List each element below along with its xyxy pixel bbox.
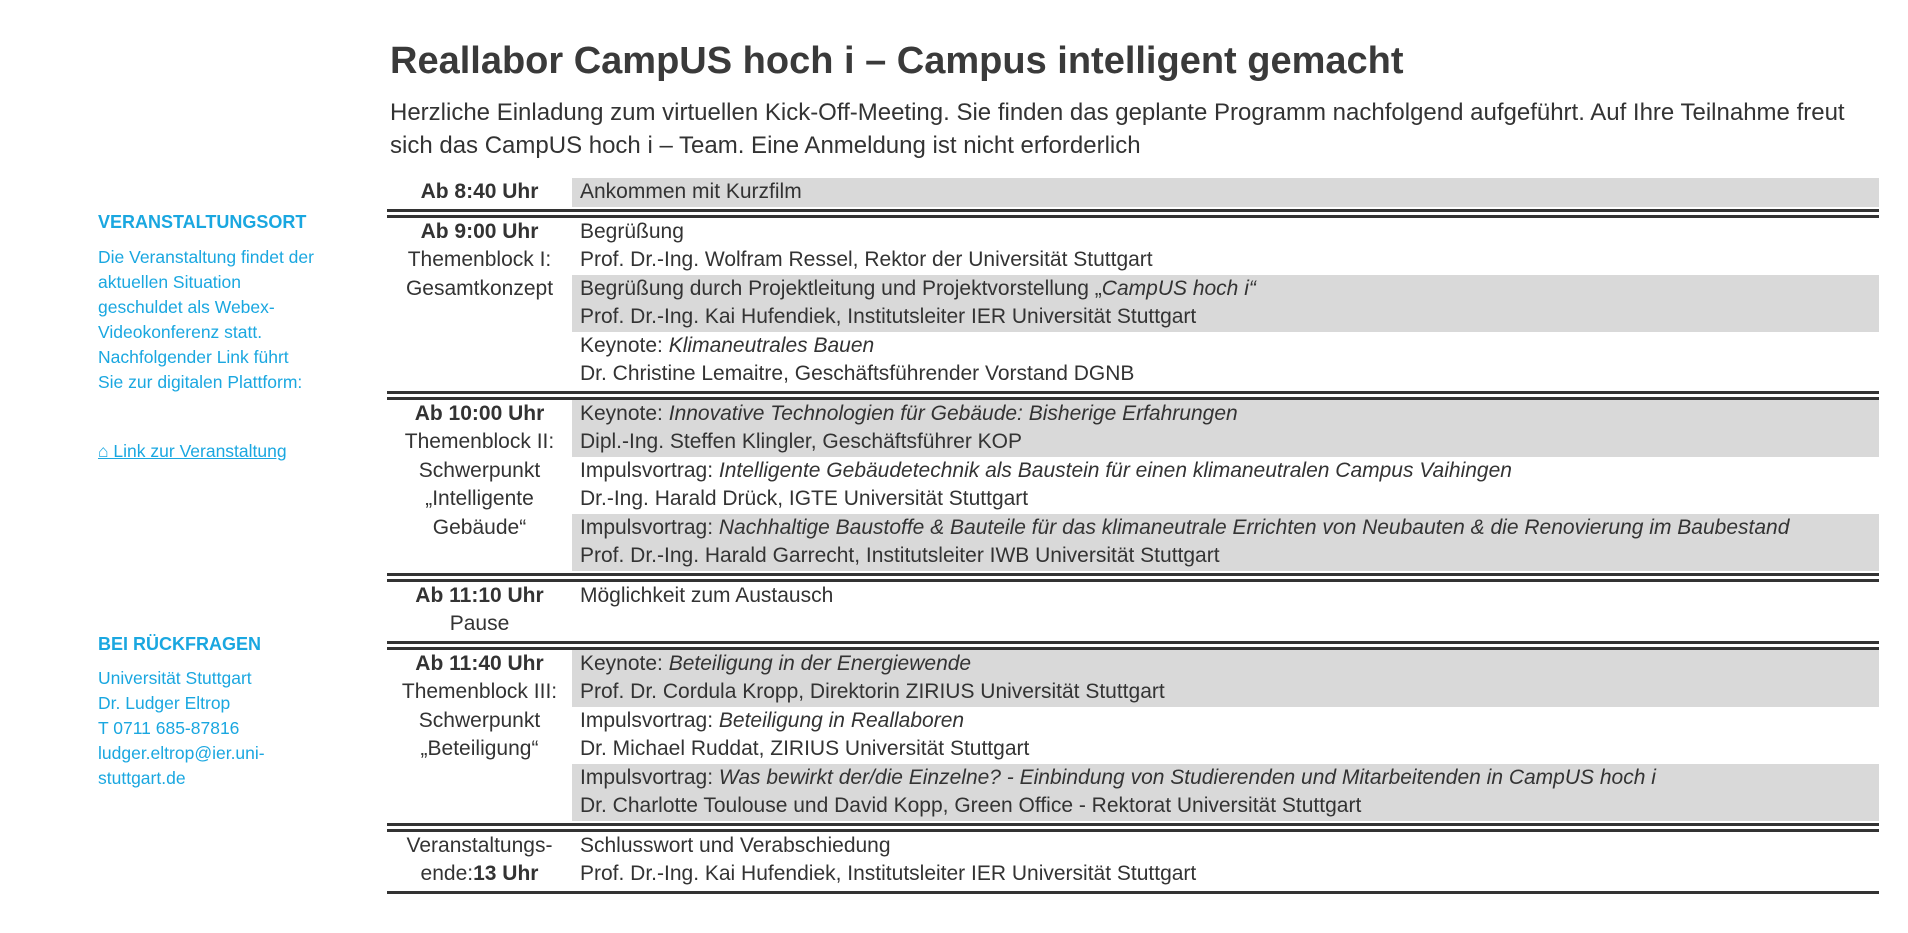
agenda-speaker: Dr.-Ing. Harald Drück, IGTE Universität Stuttgart — [580, 487, 1029, 510]
topic-title: Beteiligung in Reallaboren — [718, 708, 965, 732]
agenda-topic — [580, 764, 1879, 793]
time-subtitle: Gesamtkonzept — [405, 276, 554, 300]
schedule-section — [387, 218, 1879, 389]
topic-prefix: Impulsvortrag: — [580, 765, 719, 789]
contact-heading: BEI RÜCKFRAGEN — [98, 634, 262, 654]
agenda-item — [572, 707, 1879, 764]
agenda-topic — [580, 707, 1879, 736]
time-cell — [387, 650, 572, 821]
schedule-section — [387, 178, 1879, 207]
agenda-speaker: Dr. Christine Lemaitre, Geschäftsführender Vorstand DGNB — [580, 362, 1135, 385]
topic-prefix: Begrüßung — [580, 219, 684, 243]
section-separator — [387, 639, 1879, 650]
agenda-topic — [580, 582, 1879, 611]
schedule-section — [387, 582, 1879, 639]
contact-line: Dr. Ludger Eltrop — [98, 693, 231, 713]
time-subtitle: Themenblock I: — [407, 248, 552, 271]
time-label — [387, 860, 572, 889]
content-cell — [572, 650, 1879, 821]
section-separator — [387, 389, 1879, 400]
time-subtitle: Gebäude“ — [432, 515, 527, 539]
event-link[interactable]: ⌂ Link zur Veranstaltung — [98, 441, 287, 461]
agenda-topic — [580, 457, 1879, 486]
time-cell — [387, 832, 572, 889]
topic-prefix: Möglichkeit zum Austausch — [580, 583, 834, 607]
venue-heading: VERANSTALTUNGSORT — [98, 212, 307, 232]
venue-line: Die Veranstaltung findet der — [98, 247, 314, 267]
time-subtitle: Themenblock II: — [404, 430, 555, 453]
agenda-speaker: Dr. Charlotte Toulouse und David Kopp, Green Office - Rektorat Universität Stuttgart — [580, 794, 1362, 817]
agenda-topic — [580, 332, 1879, 361]
time-end-value: 13 Uhr — [473, 862, 539, 885]
section-separator — [387, 821, 1879, 832]
agenda-speaker: Prof. Dr.-Ing. Kai Hufendiek, Institutsleiter IER Universität Stuttgart — [580, 862, 1197, 885]
agenda-speaker: Prof. Dr.-Ing. Kai Hufendiek, Institutsleiter IER Universität Stuttgart — [580, 305, 1197, 328]
time-label: Ab 8:40 Uhr — [420, 180, 539, 203]
agenda-topic — [580, 178, 1879, 207]
agenda-item — [572, 275, 1879, 332]
agenda-item — [572, 457, 1879, 514]
topic-title: Intelligente Gebäudetechnik als Baustein für einen klimaneutralen Campus Vaihingen — [718, 458, 1512, 482]
agenda-item — [572, 832, 1879, 889]
page-title: Reallabor CampUS hoch i – Campus intelligent gemacht — [390, 40, 1404, 82]
content-cell — [572, 218, 1879, 389]
topic-prefix: Keynote: — [580, 651, 669, 675]
topic-title: Innovative Technologien für Gebäude: Bisherige Erfahrungen — [668, 401, 1238, 425]
time-cell — [387, 400, 572, 571]
content-cell — [572, 178, 1879, 207]
topic-title: CampUS hoch i“ — [1101, 276, 1256, 300]
schedule-section — [387, 400, 1879, 571]
time-label: Ab 11:10 Uhr — [415, 583, 544, 607]
section-separator — [387, 571, 1879, 582]
schedule-section — [387, 832, 1879, 889]
table-bottom-border — [387, 889, 1879, 895]
venue-line: Sie zur digitalen Plattform: — [98, 372, 303, 392]
time-label: Veranstaltungs- — [406, 833, 553, 857]
section-separator — [387, 207, 1879, 218]
topic-prefix: Ankommen mit Kurzfilm — [580, 180, 802, 203]
time-cell — [387, 582, 572, 639]
venue-line: aktuellen Situation — [98, 272, 242, 292]
contact-line: Universität Stuttgart — [98, 668, 252, 688]
time-end-label: ende: — [420, 862, 474, 885]
time-cell — [387, 178, 572, 207]
schedule-section — [387, 650, 1879, 821]
time-label: Ab 9:00 Uhr — [420, 219, 539, 243]
agenda-item — [572, 650, 1879, 707]
agenda-topic — [580, 275, 1879, 304]
agenda-item — [572, 332, 1879, 389]
time-subtitle: Pause — [449, 612, 510, 635]
topic-prefix: Keynote: — [580, 333, 669, 357]
topic-prefix: Impulsvortrag: — [580, 515, 719, 539]
agenda-topic — [580, 832, 1879, 861]
time-label: Ab 11:40 Uhr — [415, 651, 544, 675]
venue-line: Videokonferenz statt. — [98, 322, 263, 342]
agenda-speaker: Prof. Dr.-Ing. Harald Garrecht, Institutsleiter IWB Universität Stuttgart — [580, 544, 1220, 567]
agenda-speaker: Prof. Dr. Cordula Kropp, Direktorin ZIRIUS Universität Stuttgart — [580, 680, 1165, 703]
topic-prefix: Impulsvortrag: — [580, 458, 719, 482]
topic-title: Klimaneutrales Bauen — [668, 333, 875, 357]
time-subtitle: Schwerpunkt — [418, 458, 541, 482]
agenda-item — [572, 400, 1879, 457]
venue-line: geschuldet als Webex- — [98, 297, 275, 317]
topic-prefix: Impulsvortrag: — [580, 708, 719, 732]
time-subtitle: „Beteiligung“ — [420, 737, 539, 760]
agenda-item — [572, 514, 1879, 571]
agenda-topic — [580, 400, 1879, 429]
topic-title: Beteiligung in der Energiewende — [668, 651, 972, 675]
contact-line: T 0711 685-87816 — [98, 718, 240, 738]
agenda-item — [572, 178, 1879, 207]
contact-email-line[interactable]: ludger.eltrop@ier.uni- — [98, 743, 265, 763]
venue-description — [98, 245, 348, 395]
time-subtitle: Themenblock III: — [401, 680, 558, 703]
agenda-speaker: Prof. Dr.-Ing. Wolfram Ressel, Rektor der Universität Stuttgart — [580, 248, 1153, 271]
content-cell — [572, 582, 1879, 639]
intro-text: Herzliche Einladung zum virtuellen Kick-Off-Meeting. Sie finden das geplante Programm nachfolgend aufgeführt. Auf Ihre Teilnahme freut sich das CampUS hoch i – Team. Eine Anmeldung ist nicht erforderlich — [390, 99, 1845, 159]
topic-prefix: Schlusswort und Verabschiedung — [580, 833, 891, 857]
content-cell — [572, 400, 1879, 571]
venue-line: Nachfolgender Link führt — [98, 347, 289, 367]
topic-prefix: Begrüßung durch Projektleitung und Projektvorstellung „ — [580, 276, 1102, 300]
time-cell — [387, 218, 572, 389]
content-cell — [572, 832, 1879, 889]
agenda-topic — [580, 218, 1879, 247]
agenda-item — [572, 582, 1879, 611]
topic-title: Nachhaltige Baustoffe & Bauteile für das klimaneutrale Errichten von Neubauten & die Renovierung im Baubestand — [718, 515, 1790, 539]
agenda-speaker: Dr. Michael Ruddat, ZIRIUS Universität Stuttgart — [580, 737, 1030, 760]
contact-email-line[interactable]: stuttgart.de — [98, 768, 186, 788]
agenda-topic — [580, 650, 1879, 679]
agenda-item — [572, 218, 1879, 275]
time-label: Ab 10:00 Uhr — [414, 401, 545, 425]
topic-title: Was bewirkt der/die Einzelne? - Einbindung von Studierenden und Mitarbeitenden in CampUS hoch i — [718, 765, 1656, 789]
time-subtitle: Schwerpunkt — [418, 708, 541, 732]
topic-prefix: Keynote: — [580, 401, 669, 425]
agenda-topic — [580, 514, 1879, 543]
schedule-table — [387, 178, 1879, 895]
agenda-item — [572, 764, 1879, 821]
time-subtitle: „Intelligente — [425, 487, 534, 510]
contact-details — [98, 666, 348, 791]
agenda-speaker: Dipl.-Ing. Steffen Klingler, Geschäftsführer KOP — [580, 430, 1022, 453]
